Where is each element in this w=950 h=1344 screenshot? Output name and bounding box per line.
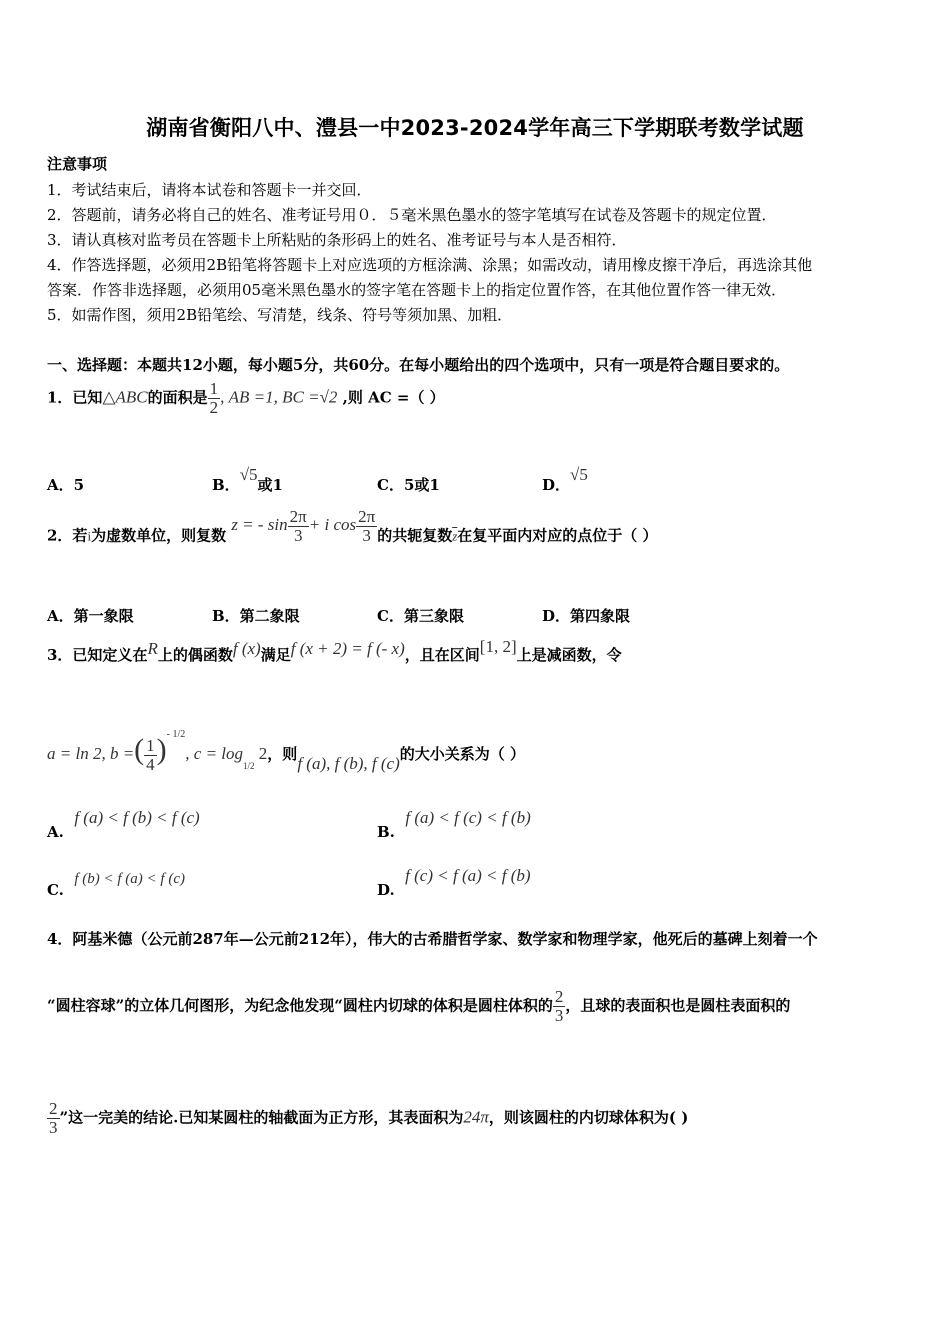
q1-option-d[interactable]: D．√5 bbox=[542, 465, 588, 494]
note-item: 2．答题前，请务必将自己的姓名、准考证号用０．５毫米黑色墨水的签字笔填写在试卷及答题卡的规定位置． bbox=[47, 206, 777, 224]
note-item: 1．考试结束后，请将本试卷和答题卡一并交回． bbox=[47, 181, 372, 199]
q4-fraction: $\frac{2}{3}$ bbox=[554, 987, 564, 1025]
q1-prefix: 1．已知 bbox=[47, 388, 103, 407]
q2-formula: z = - sin bbox=[231, 515, 288, 535]
q1-suffix: ,则 AC =（ ） bbox=[337, 388, 445, 407]
q3-option-d[interactable]: D. f (c) < f (a) < f (b) bbox=[377, 866, 531, 899]
q2-option-b[interactable]: B．第二象限 bbox=[212, 607, 300, 625]
q2-fraction-sin: $\frac{2\pi}{3}$ bbox=[289, 507, 307, 545]
question-4-line-3: $\frac{2}{3}$ ”这一完美的结论.已知某圆柱的轴截面为正方形，其表面积为24π，则该圆柱的内切球体积为( ) bbox=[49, 1099, 689, 1137]
question-4-line-2: “圆柱容球”的立体几何图形，为纪念他发现“圆柱内切球的体积是圆柱体积的 $\frac{2}{3}$ ，且球的表面积也是圆柱表面积的 bbox=[47, 987, 791, 1025]
question-3-line-2: a = ln 2, b =( $\frac{1}{4}$ )$^{- 1/2}$, $c = \log_{1/2} 2$，则f (a), f (b), f (c)的大小关系为（ ） bbox=[47, 729, 525, 774]
q1-mid: 的面积是 bbox=[147, 388, 208, 407]
q3-equation: f (x + 2) = f (- x) bbox=[290, 639, 405, 658]
q2-fraction-cos: $\frac{2\pi}{3}$ bbox=[358, 507, 376, 545]
page-title: 湖南省衡阳八中、澧县一中2023-2024学年高三下学期联考数学试题 bbox=[146, 116, 804, 140]
note-item: 答案．作答非选择题，必须用05毫米黑色墨水的签字笔在答题卡上的指定位置作答，在其他位置作答一律无效． bbox=[47, 281, 787, 299]
note-item: 4．作答选择题，必须用2B铅笔将答题卡上对应选项的方框涂满、涂黑；如需改动，请用橡皮擦干净后，再选涂其他 bbox=[47, 256, 813, 274]
question-4-line-1: 4．阿基米德（公元前287年—公元前212年），伟大的古希腊哲学家、数学家和物理学家，他死后的墓碑上刻着一个 bbox=[47, 930, 818, 948]
q1-option-c[interactable]: C．5或1 bbox=[377, 476, 440, 494]
q2-option-c[interactable]: C．第三象限 bbox=[377, 607, 464, 625]
q3-interval: [1, 2] bbox=[479, 637, 517, 656]
q2-option-d[interactable]: D．第四象限 bbox=[542, 607, 631, 625]
q1-option-b[interactable]: B．√5或1 bbox=[212, 465, 283, 494]
q3-quarter: $\frac{1}{4}$ bbox=[146, 735, 155, 774]
q1-triangle: △ABC bbox=[102, 387, 148, 407]
section-heading: 一、选择题：本题共12小题，每小题5分，共60分。在每小题给出的四个选项中，只有一项是符合题目要求的。 bbox=[47, 356, 790, 374]
q2-option-a[interactable]: A．第一象限 bbox=[47, 607, 134, 625]
q4-fraction-2: $\frac{2}{3}$ bbox=[49, 1099, 58, 1137]
q1-area-fraction: $\frac{1}{2}$ bbox=[209, 379, 219, 417]
q3-option-a[interactable]: A. f (a) < f (b) < f (c) bbox=[47, 808, 200, 841]
question-1 bbox=[47, 380, 445, 417]
q3-option-b[interactable]: B. f (a) < f (c) < f (b) bbox=[377, 808, 531, 841]
note-item: 5．如需作图，须用2B铅笔绘、写清楚，线条、符号等须加黑、加粗． bbox=[47, 306, 513, 324]
question-3-line-1: 3．已知定义在R上的偶函数f (x)满足f (x + 2) = f (- x)，且在区间[1, 2]上是减函数，令 bbox=[47, 637, 622, 664]
q3-option-c[interactable]: C. f (b) < f (a) < f (c) bbox=[47, 871, 185, 899]
q1-option-a[interactable]: A．5 bbox=[47, 476, 85, 494]
q3-function-values: f (a), f (b), f (c) bbox=[297, 754, 400, 773]
q1-conditions: , AB =1, BC =√2 bbox=[220, 387, 338, 407]
question-2: 2．若i为虚数单位，则复数 z = - sin $\frac{2\pi}{3}$ + i cos $\frac{2\pi}{3}$ 的共轭复数$\overline{z}$在复平面内对应的点位于（ ） bbox=[47, 507, 658, 545]
q2-conjugate: $\overline{z}$ bbox=[452, 528, 458, 544]
notes-heading: 注意事项 bbox=[47, 155, 108, 173]
note-item: 3．请认真核对监考员在答题卡上所粘贴的条形码上的姓名、准考证号与本人是否相符． bbox=[47, 231, 627, 249]
